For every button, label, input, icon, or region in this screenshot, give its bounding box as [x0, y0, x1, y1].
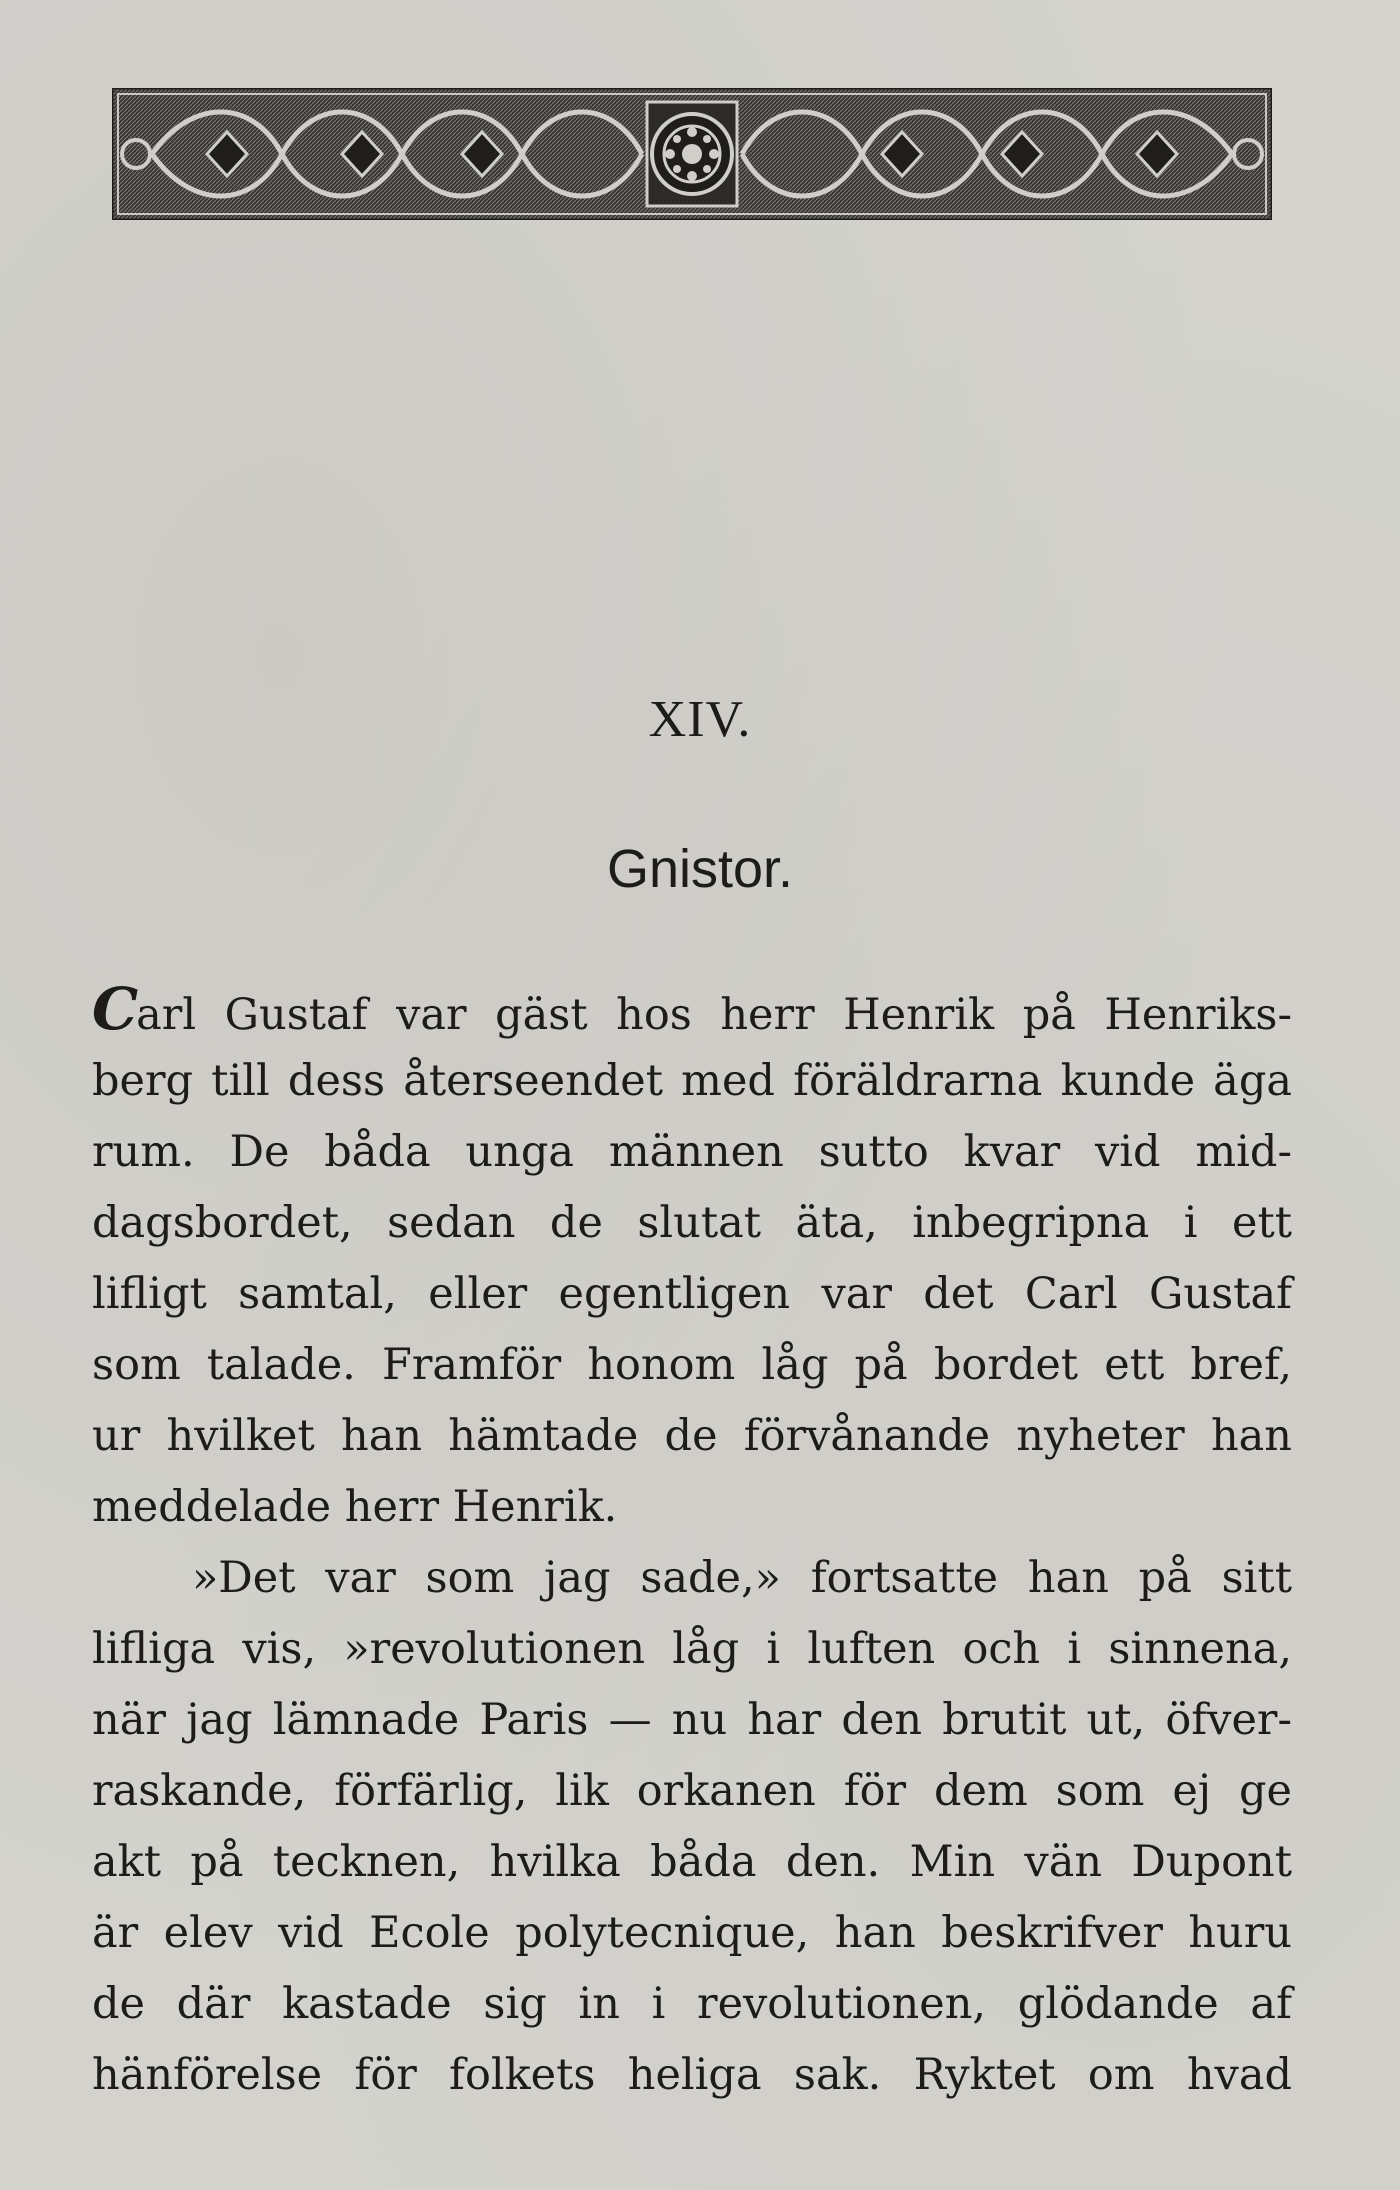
text-line: berg till dess återseendet med föräldrarna kunde äga: [92, 1056, 1292, 1106]
text-line: som talade. Framför honom låg på bordet ett bref,: [92, 1340, 1292, 1390]
text-line: de där kastade sig in i revolutionen, glödande af: [92, 1979, 1292, 2029]
text-line: rum. De båda unga männen sutto kvar vid mid-: [92, 1127, 1292, 1177]
text-line: när jag lämnade Paris — nu har den brutit ut, öfver-: [92, 1695, 1292, 1745]
text-line: dagsbordet, sedan de slutat äta, inbegripna i ett: [92, 1198, 1292, 1248]
first-line-text: arl Gustaf var gäst hos herr Henrik på Henriks-: [136, 990, 1292, 1040]
text-line: lifliga vis, »revolutionen låg i luften och i sinnena,: [92, 1624, 1292, 1674]
text-line: raskande, förfärlig, lik orkanen för dem som ej ge: [92, 1766, 1292, 1816]
text-line: hänförelse för folkets heliga sak. Ryktet om hvad: [92, 2050, 1292, 2100]
chapter-number: XIV.: [648, 691, 752, 748]
text-line: ur hvilket han hämtade de förvånande nyheter han: [92, 1411, 1292, 1461]
paragraph-first-line: [92, 975, 1292, 1043]
drop-cap: C: [92, 975, 139, 1043]
text-line: lifligt samtal, eller egentligen var det Carl Gustaf: [92, 1269, 1292, 1319]
chapter-title: Gnistor.: [606, 839, 794, 899]
text-line: är elev vid Ecole polytecnique, han beskrifver huru: [92, 1908, 1292, 1958]
text-line: meddelade herr Henrik.: [92, 1482, 618, 1532]
ornamental-headpiece: [112, 88, 1272, 220]
text-line: »Det var som jag sade,» fortsatte han på sitt: [192, 1553, 1292, 1603]
text-line: akt på tecknen, hvilka båda den. Min vän Dupont: [92, 1837, 1292, 1887]
